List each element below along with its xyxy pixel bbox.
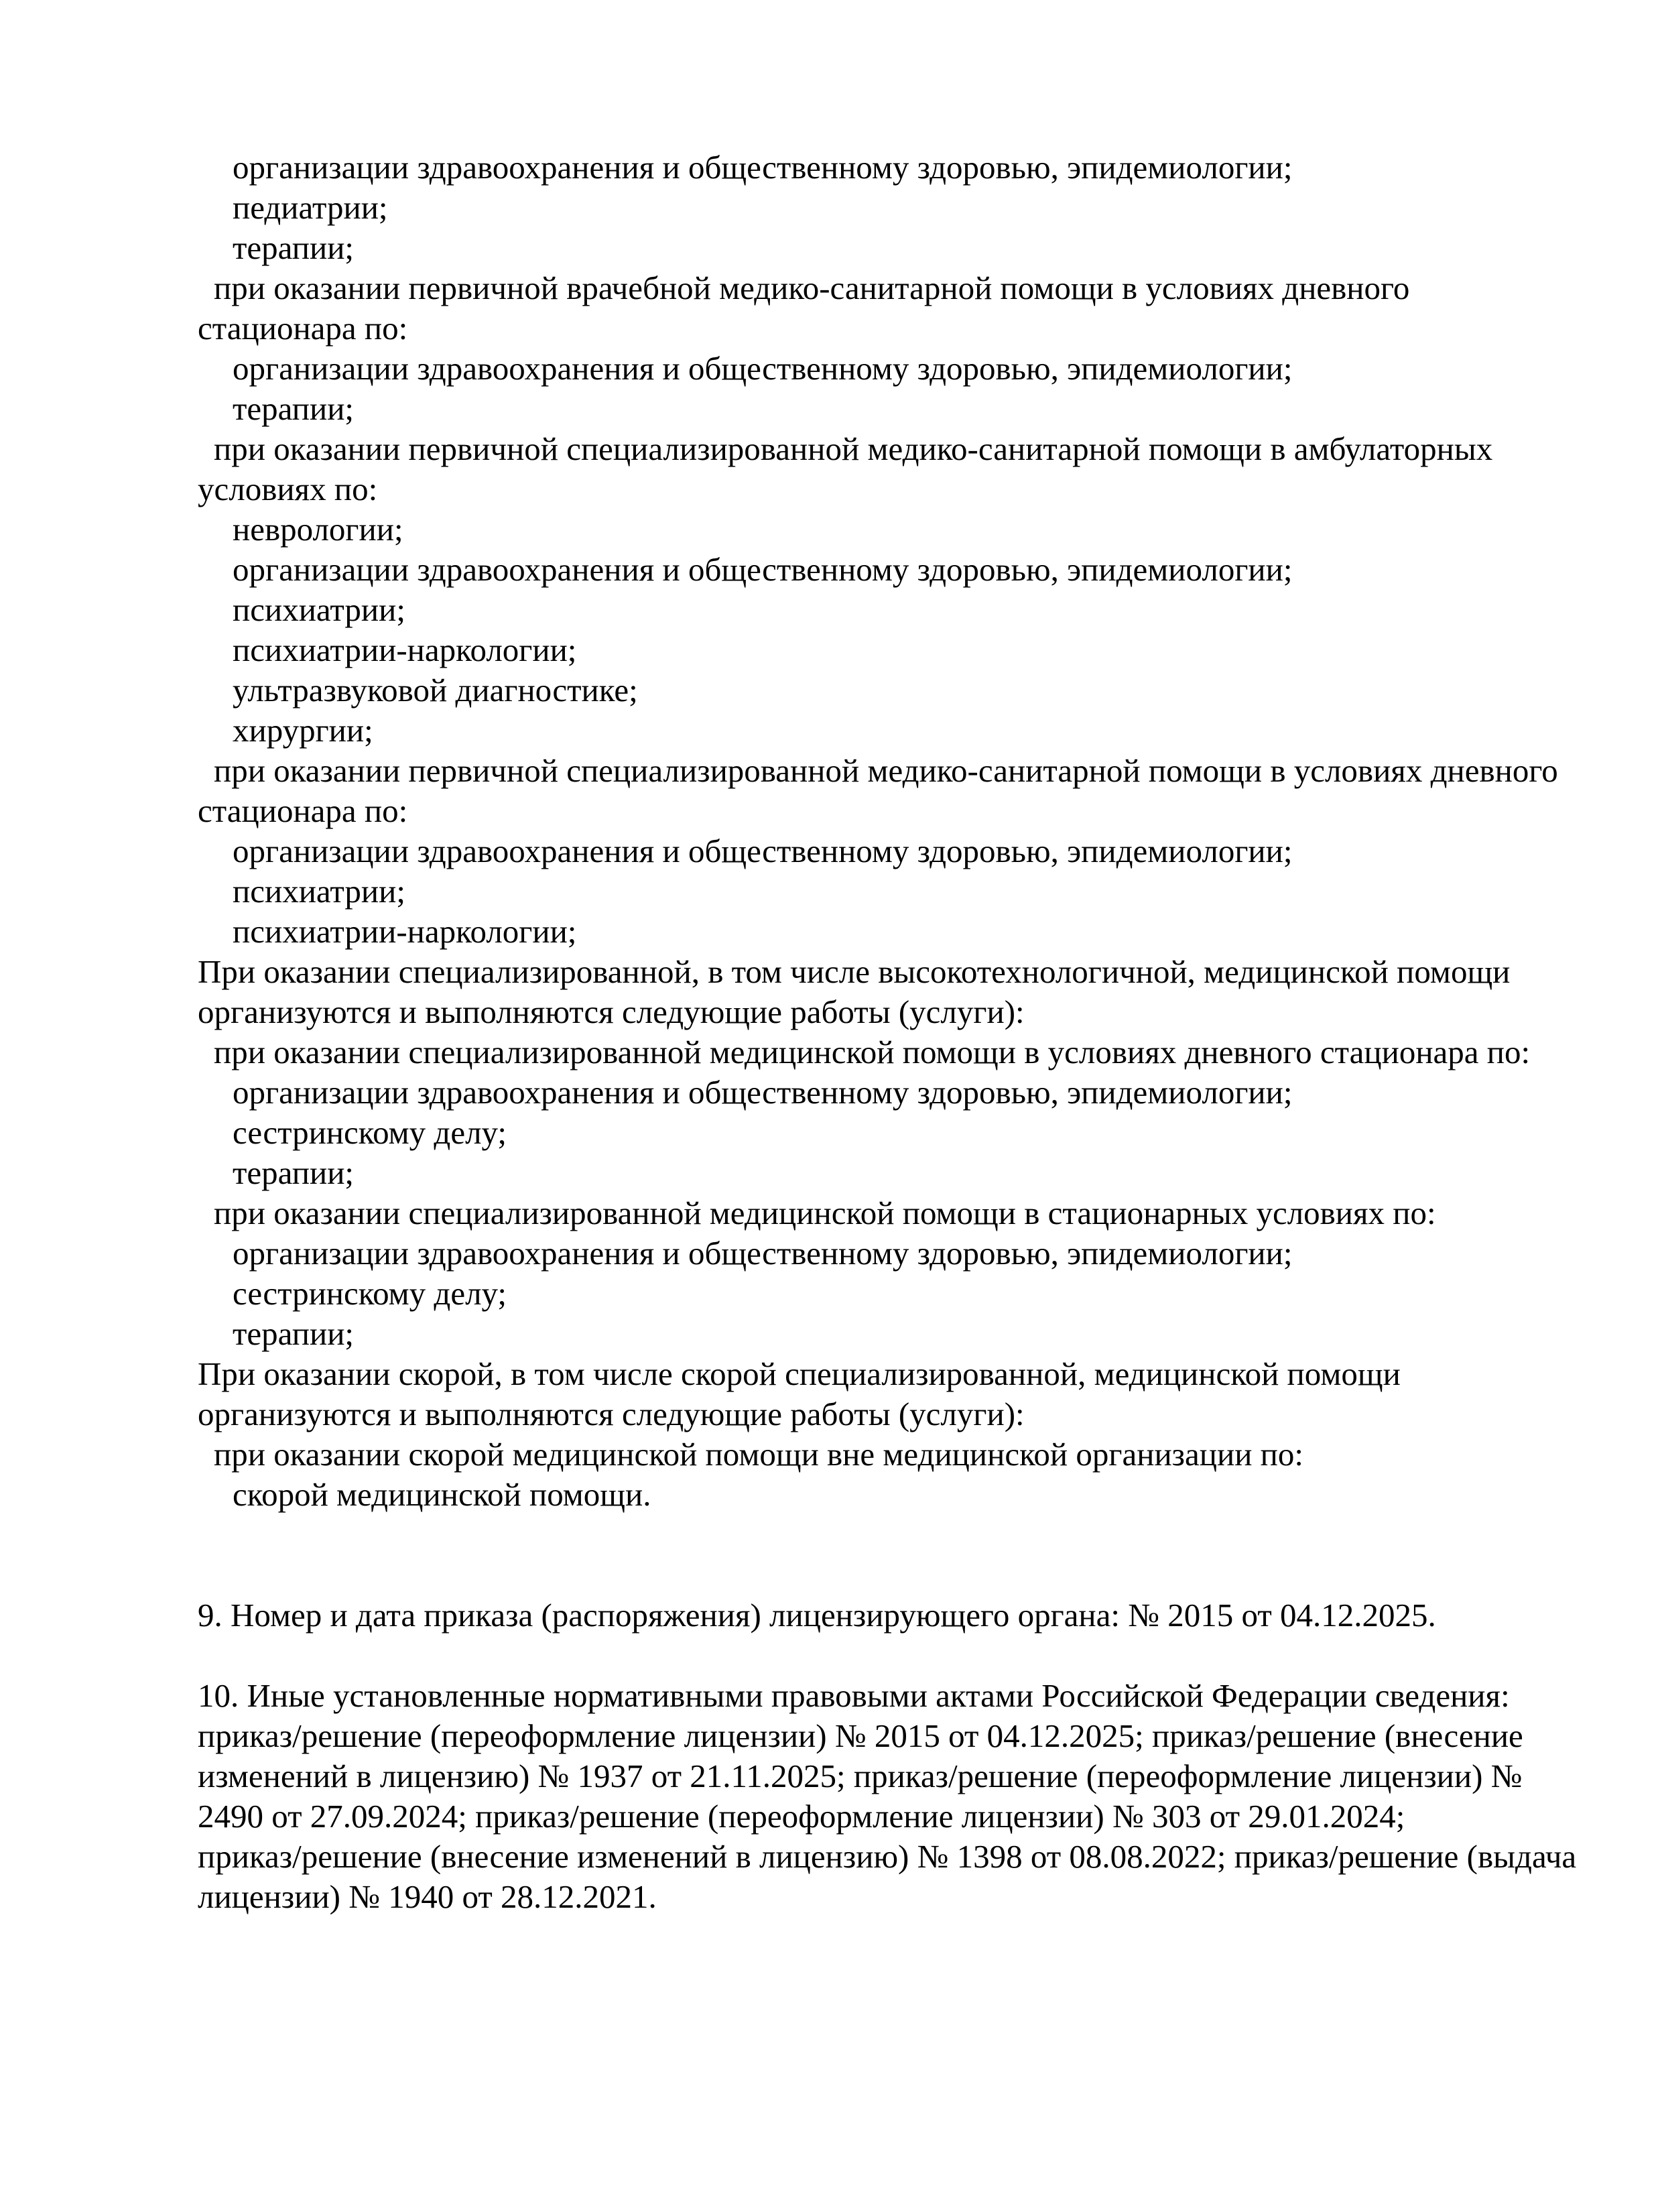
document-line: педиатрии; — [233, 189, 388, 226]
document-line: организации здравоохранения и общественному здоровью, эпидемиологии; — [233, 551, 1293, 588]
document-line: изменений в лицензию) № 1937 от 21.11.2025; приказ/решение (переоформление лицензии) № — [198, 1758, 1523, 1794]
document-line: психиатрии; — [233, 591, 405, 628]
document-line: условиях по: — [198, 471, 378, 507]
document-line: ультразвуковой диагностике; — [233, 672, 638, 709]
document-line: приказ/решение (переоформление лицензии) № 2015 от 04.12.2025; приказ/решение (внесение — [198, 1717, 1523, 1754]
document-line: при оказании специализированной медицинской помощи в стационарных условиях по: — [214, 1194, 1436, 1231]
document-line: организации здравоохранения и общественному здоровью, эпидемиологии; — [233, 833, 1293, 869]
document-line: стационара по: — [198, 792, 408, 829]
document-line: организации здравоохранения и общественному здоровью, эпидемиологии; — [233, 149, 1293, 186]
document-line: при оказании специализированной медицинской помощи в условиях дневного стационара по: — [214, 1034, 1531, 1070]
document-line: лицензии) № 1940 от 28.12.2021. — [198, 1878, 657, 1915]
document-line: При оказании специализированной, в том числе высокотехнологичной, медицинской помощи — [198, 953, 1511, 990]
document-blank-line — [198, 1636, 1501, 1676]
document-line: терапии; — [233, 229, 355, 266]
document-line: организации здравоохранения и общественному здоровью, эпидемиологии; — [233, 1235, 1293, 1272]
document-line: стационара по: — [198, 310, 408, 347]
document-line: приказ/решение (внесение изменений в лицензию) № 1398 от 08.08.2022; приказ/решение (выдача — [198, 1838, 1577, 1875]
document-line: психиатрии; — [233, 873, 405, 910]
document-line: при оказании скорой медицинской помощи вне медицинской организации по: — [214, 1436, 1304, 1473]
document-line: 10. Иные установленные нормативными правовыми актами Российской Федерации сведения: — [198, 1677, 1510, 1714]
document-line: терапии; — [233, 1315, 355, 1352]
document-line: неврологии; — [233, 511, 403, 548]
document-line: психиатрии-наркологии; — [233, 631, 577, 668]
document-line: организуются и выполняются следующие работы (услуги): — [198, 993, 1025, 1030]
document-line: сестринскому делу; — [233, 1114, 507, 1151]
document-line: при оказании первичной специализированной медико-санитарной помощи в условиях дневного — [214, 752, 1558, 789]
document-line: организации здравоохранения и общественному здоровью, эпидемиологии; — [233, 350, 1293, 387]
document-line: при оказании первичной специализированной медико-санитарной помощи в амбулаторных — [214, 430, 1493, 467]
document-text — [198, 147, 1577, 1917]
document-line: организации здравоохранения и общественному здоровью, эпидемиологии; — [233, 1074, 1293, 1111]
document-line: хирургии; — [233, 712, 373, 749]
document-line: терапии; — [233, 390, 355, 427]
document-line: сестринскому делу; — [233, 1275, 507, 1312]
document-line: психиатрии-наркологии; — [233, 913, 577, 950]
document-line: При оказании скорой, в том числе скорой специализированной, медицинской помощи — [198, 1355, 1401, 1392]
document-line: терапии; — [233, 1154, 355, 1191]
document-line: скорой медицинской помощи. — [233, 1476, 651, 1513]
document-line: при оказании первичной врачебной медико-санитарной помощи в условиях дневного — [214, 269, 1410, 306]
document-line: 9. Номер и дата приказа (распоряжения) лицензирующего органа: № 2015 от 04.12.2025. — [198, 1597, 1436, 1634]
document-blank-line — [198, 1515, 1501, 1555]
document-line: организуются и выполняются следующие работы (услуги): — [198, 1396, 1025, 1432]
document-line: 2490 от 27.09.2024; приказ/решение (переоформление лицензии) № 303 от 29.01.2024; — [198, 1798, 1405, 1835]
document-blank-line — [198, 1555, 1501, 1595]
